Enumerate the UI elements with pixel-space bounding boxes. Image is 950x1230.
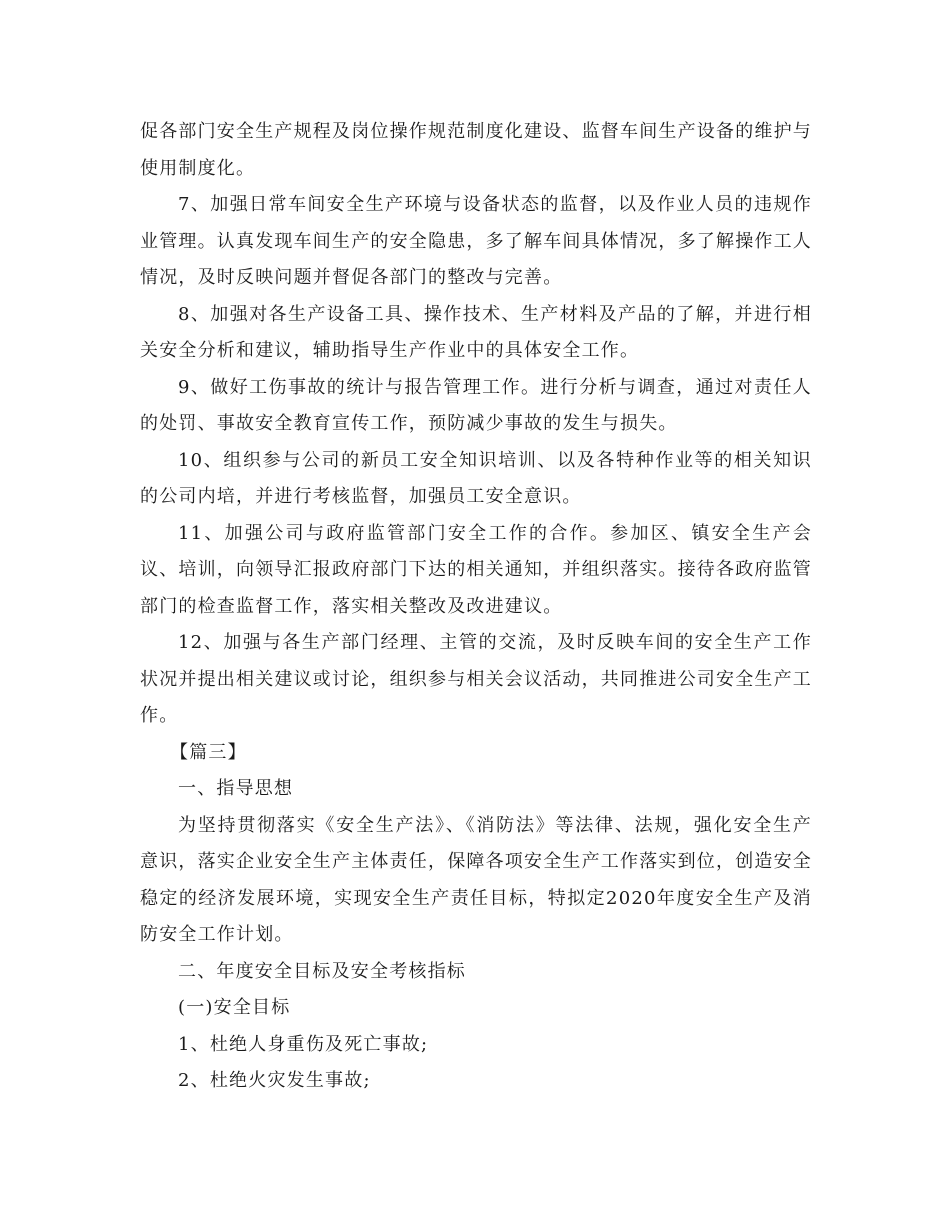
paragraph-continuation: 促各部门安全生产规程及岗位操作规范制度化建设、监督车间生产设备的维护与使用制度化。 xyxy=(140,121,812,179)
heading-guiding-ideology: 一、指导思想 xyxy=(178,778,294,799)
paragraph-item-9: 9、做好工伤事故的统计与报告管理工作。进行分析与调查，通过对责任人的处罚、事故安全教育宣传工作，预防减少事故的发生与损失。 xyxy=(140,376,812,434)
list-item-target-1: 1、杜绝人身重伤及死亡事故; xyxy=(178,1033,429,1055)
paragraph-item-11: 11、加强公司与政府监管部门安全工作的合作。参加区、镇安全生产会议、培训，向领导汇报政府部门下达的相关通知，并组织落实。接待各政府监管部门的检查监督工作，落实相关整改及改进建议。 xyxy=(140,522,812,617)
section-heading-part-three: 【篇三】 xyxy=(170,741,247,763)
paragraph-guiding-ideology: 为坚持贯彻落实《安全生产法》、《消防法》等法律、法规，强化安全生产意识，落实企业安全生产主体责任，保障各项安全生产工作落实到位，创造安全稳定的经济发展环境，实现安全生产责任目标，特拟定2020年度安全生产及消防安全工作计划。 xyxy=(140,814,812,945)
list-item-target-2: 2、杜绝火灾发生事故; xyxy=(178,1070,371,1091)
subheading-safety-targets: (一)安全目标 xyxy=(178,997,291,1018)
paragraph-item-12: 12、加强与各生产部门经理、主管的交流，及时反映车间的安全生产工作状况并提出相关建议或讨论，组织参与相关会议活动，共同推进公司安全生产工作。 xyxy=(140,632,812,726)
heading-annual-safety-targets: 二、年度安全目标及安全考核指标 xyxy=(178,960,466,982)
document-body xyxy=(140,114,812,1100)
paragraph-item-7: 7、加强日常车间安全生产环境与设备状态的监督，以及作业人员的违规作业管理。认真发现车间生产的安全隐患，多了解车间具体情况，多了解操作工人情况，及时反映问题并督促各部门的整改与完善。 xyxy=(140,194,812,288)
paragraph-item-10: 10、组织参与公司的新员工安全知识培训、以及各特种作业等的相关知识的公司内培，并进行考核监督，加强员工安全意识。 xyxy=(140,449,812,507)
paragraph-item-8: 8、加强对各生产设备工具、操作技术、生产材料及产品的了解，并进行相关安全分析和建议，辅助指导生产作业中的具体安全工作。 xyxy=(140,303,812,361)
